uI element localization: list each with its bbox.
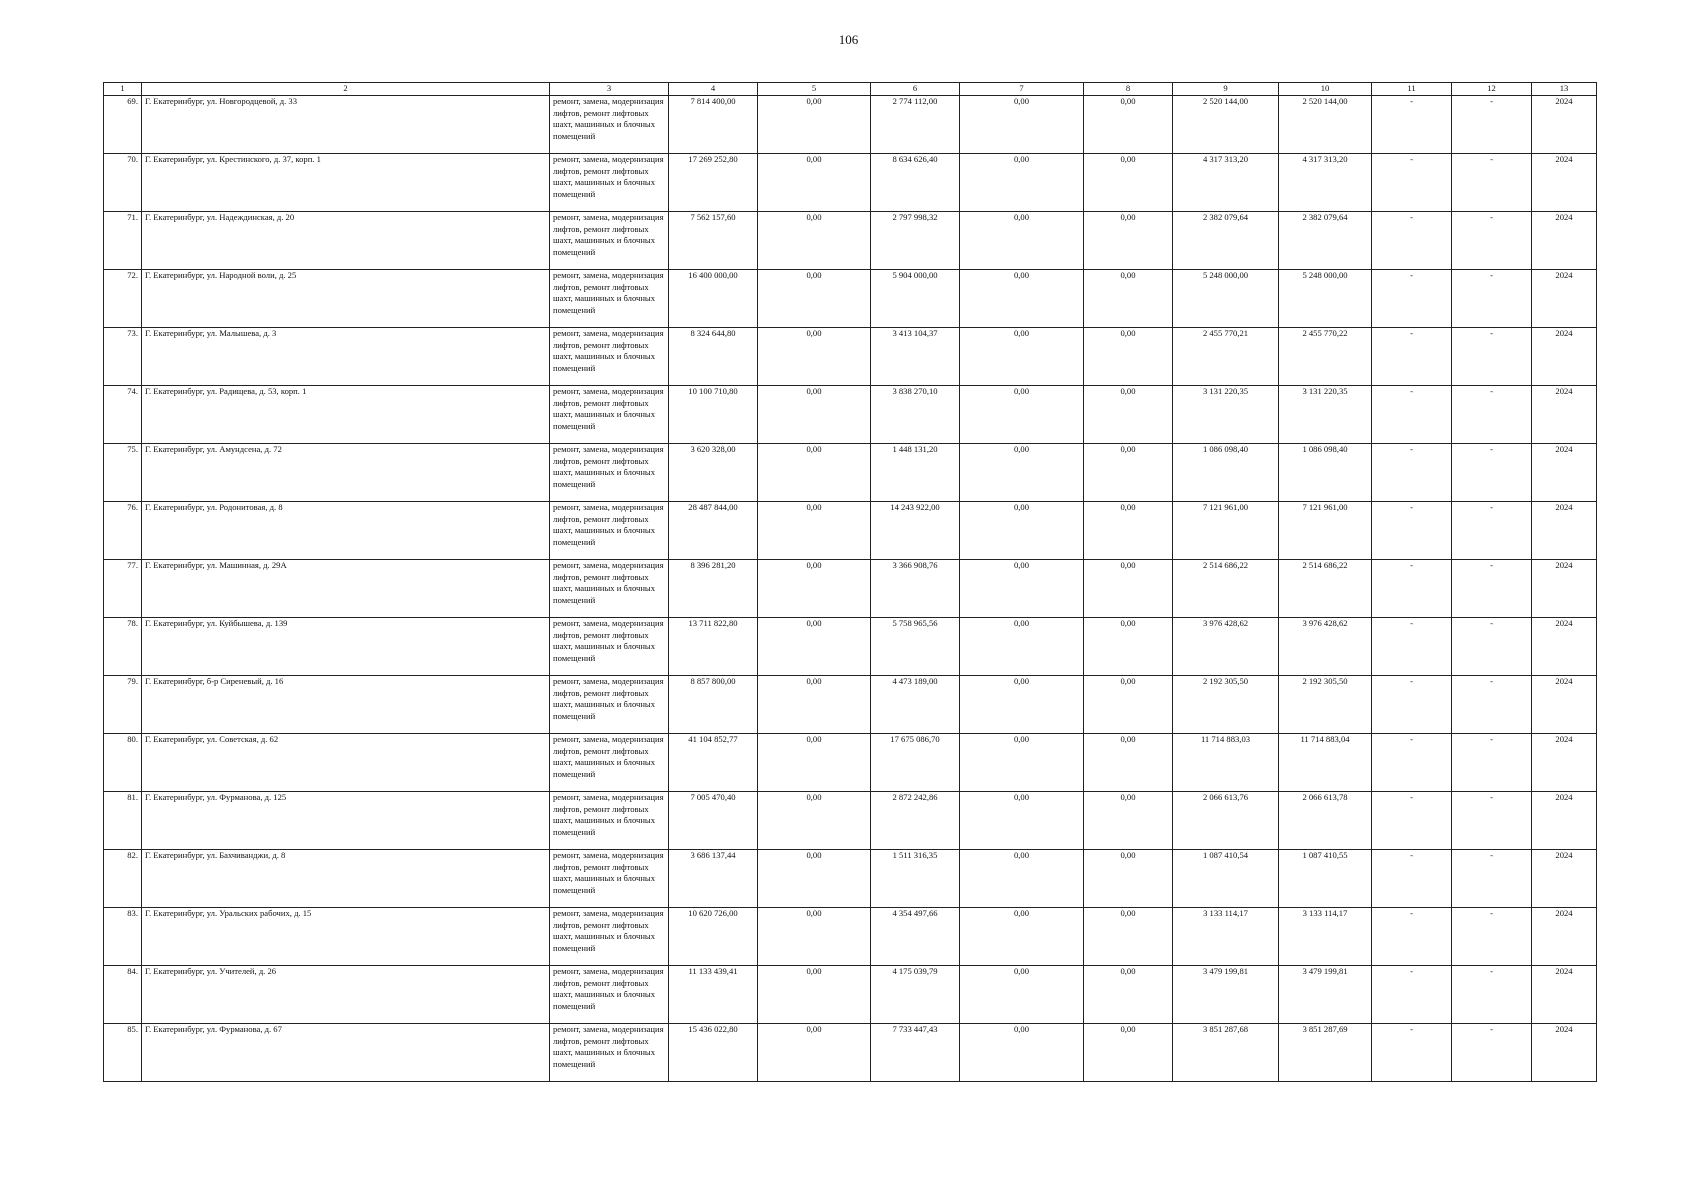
column-11-cell: - xyxy=(1372,1024,1452,1082)
row-number-cell: 77. xyxy=(104,560,142,618)
work-type-cell: ремонт, замена, модернизация лифтов, ремонт лифтовых шахт, машинных и блочных помещений xyxy=(550,676,669,734)
column-12-cell: - xyxy=(1452,386,1532,444)
column-11-cell: - xyxy=(1372,676,1452,734)
column-10-cell: 3 131 220,35 xyxy=(1279,386,1372,444)
column-7-cell: 0,00 xyxy=(960,502,1084,560)
column-10-cell: 7 121 961,00 xyxy=(1279,502,1372,560)
total-cost-cell: 11 133 439,41 xyxy=(669,966,758,1024)
column-8-cell: 0,00 xyxy=(1084,386,1173,444)
column-10-cell: 3 851 287,69 xyxy=(1279,1024,1372,1082)
row-number-cell: 84. xyxy=(104,966,142,1024)
column-11-cell: - xyxy=(1372,502,1452,560)
column-5-cell: 0,00 xyxy=(758,792,871,850)
column-7-cell: 0,00 xyxy=(960,386,1084,444)
column-10-cell: 5 248 000,00 xyxy=(1279,270,1372,328)
address-cell: Г. Екатеринбург, ул. Бахчиванджи, д. 8 xyxy=(142,850,550,908)
year-cell: 2024 xyxy=(1532,908,1597,966)
year-cell: 2024 xyxy=(1532,386,1597,444)
column-9-cell: 3 131 220,35 xyxy=(1173,386,1279,444)
year-cell: 2024 xyxy=(1532,560,1597,618)
column-header: 5 xyxy=(758,83,871,96)
column-header: 9 xyxy=(1173,83,1279,96)
column-6-cell: 7 733 447,43 xyxy=(871,1024,960,1082)
column-6-cell: 4 175 039,79 xyxy=(871,966,960,1024)
column-6-cell: 17 675 086,70 xyxy=(871,734,960,792)
total-cost-cell: 3 686 137,44 xyxy=(669,850,758,908)
column-11-cell: - xyxy=(1372,96,1452,154)
column-header: 4 xyxy=(669,83,758,96)
year-cell: 2024 xyxy=(1532,966,1597,1024)
column-11-cell: - xyxy=(1372,328,1452,386)
column-10-cell: 2 514 686,22 xyxy=(1279,560,1372,618)
total-cost-cell: 3 620 328,00 xyxy=(669,444,758,502)
row-number-cell: 72. xyxy=(104,270,142,328)
column-10-cell: 11 714 883,04 xyxy=(1279,734,1372,792)
column-7-cell: 0,00 xyxy=(960,618,1084,676)
work-type-cell: ремонт, замена, модернизация лифтов, ремонт лифтовых шахт, машинных и блочных помещений xyxy=(550,908,669,966)
year-cell: 2024 xyxy=(1532,502,1597,560)
address-cell: Г. Екатеринбург, ул. Фурманова, д. 67 xyxy=(142,1024,550,1082)
work-type-cell: ремонт, замена, модернизация лифтов, ремонт лифтовых шахт, машинных и блочных помещений xyxy=(550,560,669,618)
column-9-cell: 1 087 410,54 xyxy=(1173,850,1279,908)
total-cost-cell: 41 104 852,77 xyxy=(669,734,758,792)
table-row xyxy=(104,444,1597,502)
column-10-cell: 2 382 079,64 xyxy=(1279,212,1372,270)
total-cost-cell: 8 396 281,20 xyxy=(669,560,758,618)
column-11-cell: - xyxy=(1372,792,1452,850)
column-12-cell: - xyxy=(1452,850,1532,908)
table-body xyxy=(104,96,1597,1082)
column-5-cell: 0,00 xyxy=(758,270,871,328)
column-9-cell: 2 192 305,50 xyxy=(1173,676,1279,734)
work-type-cell: ремонт, замена, модернизация лифтов, ремонт лифтовых шахт, машинных и блочных помещений xyxy=(550,1024,669,1082)
column-8-cell: 0,00 xyxy=(1084,212,1173,270)
column-7-cell: 0,00 xyxy=(960,154,1084,212)
table-row xyxy=(104,908,1597,966)
column-9-cell: 2 066 613,76 xyxy=(1173,792,1279,850)
address-cell: Г. Екатеринбург, ул. Радищева, д. 53, корп. 1 xyxy=(142,386,550,444)
column-7-cell: 0,00 xyxy=(960,734,1084,792)
table-row xyxy=(104,734,1597,792)
column-header: 3 xyxy=(550,83,669,96)
column-7-cell: 0,00 xyxy=(960,1024,1084,1082)
column-8-cell: 0,00 xyxy=(1084,560,1173,618)
registry-table xyxy=(103,82,1597,1082)
row-number-cell: 78. xyxy=(104,618,142,676)
address-cell: Г. Екатеринбург, ул. Родонитовая, д. 8 xyxy=(142,502,550,560)
table-header xyxy=(104,83,1597,96)
column-9-cell: 3 133 114,17 xyxy=(1173,908,1279,966)
table-row xyxy=(104,792,1597,850)
column-8-cell: 0,00 xyxy=(1084,908,1173,966)
column-5-cell: 0,00 xyxy=(758,502,871,560)
table-row xyxy=(104,1024,1597,1082)
column-11-cell: - xyxy=(1372,386,1452,444)
year-cell: 2024 xyxy=(1532,212,1597,270)
column-10-cell: 2 192 305,50 xyxy=(1279,676,1372,734)
column-8-cell: 0,00 xyxy=(1084,850,1173,908)
column-5-cell: 0,00 xyxy=(758,908,871,966)
column-5-cell: 0,00 xyxy=(758,96,871,154)
column-6-cell: 14 243 922,00 xyxy=(871,502,960,560)
column-6-cell: 3 838 270,10 xyxy=(871,386,960,444)
total-cost-cell: 10 100 710,80 xyxy=(669,386,758,444)
total-cost-cell: 7 562 157,60 xyxy=(669,212,758,270)
column-9-cell: 3 851 287,68 xyxy=(1173,1024,1279,1082)
work-type-cell: ремонт, замена, модернизация лифтов, ремонт лифтовых шахт, машинных и блочных помещений xyxy=(550,966,669,1024)
column-12-cell: - xyxy=(1452,154,1532,212)
column-6-cell: 8 634 626,40 xyxy=(871,154,960,212)
year-cell: 2024 xyxy=(1532,734,1597,792)
table-row xyxy=(104,618,1597,676)
column-6-cell: 5 904 000,00 xyxy=(871,270,960,328)
column-11-cell: - xyxy=(1372,270,1452,328)
year-cell: 2024 xyxy=(1532,676,1597,734)
column-7-cell: 0,00 xyxy=(960,850,1084,908)
year-cell: 2024 xyxy=(1532,96,1597,154)
table-row xyxy=(104,154,1597,212)
work-type-cell: ремонт, замена, модернизация лифтов, ремонт лифтовых шахт, машинных и блочных помещений xyxy=(550,444,669,502)
column-header: 1 xyxy=(104,83,142,96)
column-5-cell: 0,00 xyxy=(758,676,871,734)
column-6-cell: 3 366 908,76 xyxy=(871,560,960,618)
column-12-cell: - xyxy=(1452,444,1532,502)
work-type-cell: ремонт, замена, модернизация лифтов, ремонт лифтовых шахт, машинных и блочных помещений xyxy=(550,386,669,444)
row-number-cell: 76. xyxy=(104,502,142,560)
row-number-cell: 83. xyxy=(104,908,142,966)
column-8-cell: 0,00 xyxy=(1084,444,1173,502)
address-cell: Г. Екатеринбург, ул. Народной воли, д. 25 xyxy=(142,270,550,328)
year-cell: 2024 xyxy=(1532,1024,1597,1082)
work-type-cell: ремонт, замена, модернизация лифтов, ремонт лифтовых шахт, машинных и блочных помещений xyxy=(550,154,669,212)
column-9-cell: 11 714 883,03 xyxy=(1173,734,1279,792)
column-header: 10 xyxy=(1279,83,1372,96)
column-10-cell: 1 086 098,40 xyxy=(1279,444,1372,502)
column-12-cell: - xyxy=(1452,502,1532,560)
column-8-cell: 0,00 xyxy=(1084,792,1173,850)
row-number-cell: 79. xyxy=(104,676,142,734)
year-cell: 2024 xyxy=(1532,792,1597,850)
page-number: 106 xyxy=(838,32,859,47)
column-10-cell: 2 455 770,22 xyxy=(1279,328,1372,386)
column-6-cell: 2 797 998,32 xyxy=(871,212,960,270)
column-11-cell: - xyxy=(1372,444,1452,502)
column-8-cell: 0,00 xyxy=(1084,618,1173,676)
table-row xyxy=(104,850,1597,908)
address-cell: Г. Екатеринбург, ул. Малышева, д. 3 xyxy=(142,328,550,386)
column-12-cell: - xyxy=(1452,212,1532,270)
column-9-cell: 2 520 144,00 xyxy=(1173,96,1279,154)
year-cell: 2024 xyxy=(1532,328,1597,386)
column-11-cell: - xyxy=(1372,850,1452,908)
column-6-cell: 1 448 131,20 xyxy=(871,444,960,502)
year-cell: 2024 xyxy=(1532,154,1597,212)
column-5-cell: 0,00 xyxy=(758,966,871,1024)
table-row xyxy=(104,966,1597,1024)
column-8-cell: 0,00 xyxy=(1084,734,1173,792)
total-cost-cell: 7 005 470,40 xyxy=(669,792,758,850)
column-12-cell: - xyxy=(1452,96,1532,154)
column-9-cell: 7 121 961,00 xyxy=(1173,502,1279,560)
table-row xyxy=(104,270,1597,328)
column-number-row xyxy=(104,83,1597,96)
column-11-cell: - xyxy=(1372,618,1452,676)
work-type-cell: ремонт, замена, модернизация лифтов, ремонт лифтовых шахт, машинных и блочных помещений xyxy=(550,212,669,270)
column-7-cell: 0,00 xyxy=(960,676,1084,734)
column-12-cell: - xyxy=(1452,966,1532,1024)
column-5-cell: 0,00 xyxy=(758,444,871,502)
table-row xyxy=(104,386,1597,444)
column-7-cell: 0,00 xyxy=(960,328,1084,386)
column-7-cell: 0,00 xyxy=(960,270,1084,328)
address-cell: Г. Екатеринбург, ул. Уральских рабочих, д. 15 xyxy=(142,908,550,966)
address-cell: Г. Екатеринбург, ул. Новгородцевой, д. 33 xyxy=(142,96,550,154)
column-10-cell: 2 066 613,78 xyxy=(1279,792,1372,850)
column-6-cell: 1 511 316,35 xyxy=(871,850,960,908)
table-row xyxy=(104,560,1597,618)
column-6-cell: 2 872 242,86 xyxy=(871,792,960,850)
row-number-cell: 82. xyxy=(104,850,142,908)
row-number-cell: 81. xyxy=(104,792,142,850)
column-11-cell: - xyxy=(1372,212,1452,270)
column-11-cell: - xyxy=(1372,908,1452,966)
total-cost-cell: 15 436 022,80 xyxy=(669,1024,758,1082)
total-cost-cell: 10 620 726,00 xyxy=(669,908,758,966)
total-cost-cell: 17 269 252,80 xyxy=(669,154,758,212)
table-row xyxy=(104,212,1597,270)
address-cell: Г. Екатеринбург, ул. Амундсена, д. 72 xyxy=(142,444,550,502)
column-header: 7 xyxy=(960,83,1084,96)
work-type-cell: ремонт, замена, модернизация лифтов, ремонт лифтовых шахт, машинных и блочных помещений xyxy=(550,270,669,328)
column-12-cell: - xyxy=(1452,560,1532,618)
column-11-cell: - xyxy=(1372,154,1452,212)
column-10-cell: 4 317 313,20 xyxy=(1279,154,1372,212)
column-9-cell: 2 455 770,21 xyxy=(1173,328,1279,386)
address-cell: Г. Екатеринбург, ул. Надеждинская, д. 20 xyxy=(142,212,550,270)
address-cell: Г. Екатеринбург, б-р Сиреневый, д. 16 xyxy=(142,676,550,734)
column-header: 13 xyxy=(1532,83,1597,96)
row-number-cell: 74. xyxy=(104,386,142,444)
column-9-cell: 1 086 098,40 xyxy=(1173,444,1279,502)
column-7-cell: 0,00 xyxy=(960,792,1084,850)
column-8-cell: 0,00 xyxy=(1084,502,1173,560)
column-8-cell: 0,00 xyxy=(1084,96,1173,154)
column-9-cell: 3 976 428,62 xyxy=(1173,618,1279,676)
column-10-cell: 3 133 114,17 xyxy=(1279,908,1372,966)
column-11-cell: - xyxy=(1372,560,1452,618)
work-type-cell: ремонт, замена, модернизация лифтов, ремонт лифтовых шахт, машинных и блочных помещений xyxy=(550,328,669,386)
column-5-cell: 0,00 xyxy=(758,212,871,270)
column-8-cell: 0,00 xyxy=(1084,1024,1173,1082)
column-9-cell: 2 514 686,22 xyxy=(1173,560,1279,618)
column-header: 8 xyxy=(1084,83,1173,96)
address-cell: Г. Екатеринбург, ул. Советская, д. 62 xyxy=(142,734,550,792)
address-cell: Г. Екатеринбург, ул. Машинная, д. 29А xyxy=(142,560,550,618)
column-12-cell: - xyxy=(1452,676,1532,734)
column-5-cell: 0,00 xyxy=(758,850,871,908)
column-header: 6 xyxy=(871,83,960,96)
column-8-cell: 0,00 xyxy=(1084,328,1173,386)
column-6-cell: 2 774 112,00 xyxy=(871,96,960,154)
column-5-cell: 0,00 xyxy=(758,734,871,792)
table-row xyxy=(104,676,1597,734)
total-cost-cell: 8 324 644,80 xyxy=(669,328,758,386)
column-5-cell: 0,00 xyxy=(758,328,871,386)
column-7-cell: 0,00 xyxy=(960,966,1084,1024)
column-10-cell: 3 976 428,62 xyxy=(1279,618,1372,676)
column-12-cell: - xyxy=(1452,328,1532,386)
column-header: 12 xyxy=(1452,83,1532,96)
column-7-cell: 0,00 xyxy=(960,908,1084,966)
column-12-cell: - xyxy=(1452,270,1532,328)
column-12-cell: - xyxy=(1452,734,1532,792)
column-header: 11 xyxy=(1372,83,1452,96)
year-cell: 2024 xyxy=(1532,618,1597,676)
column-12-cell: - xyxy=(1452,1024,1532,1082)
table-row xyxy=(104,502,1597,560)
column-5-cell: 0,00 xyxy=(758,1024,871,1082)
address-cell: Г. Екатеринбург, ул. Крестинского, д. 37, корп. 1 xyxy=(142,154,550,212)
column-5-cell: 0,00 xyxy=(758,618,871,676)
work-type-cell: ремонт, замена, модернизация лифтов, ремонт лифтовых шахт, машинных и блочных помещений xyxy=(550,792,669,850)
row-number-cell: 73. xyxy=(104,328,142,386)
total-cost-cell: 16 400 000,00 xyxy=(669,270,758,328)
year-cell: 2024 xyxy=(1532,270,1597,328)
column-9-cell: 4 317 313,20 xyxy=(1173,154,1279,212)
year-cell: 2024 xyxy=(1532,850,1597,908)
column-6-cell: 4 354 497,66 xyxy=(871,908,960,966)
column-6-cell: 4 473 189,00 xyxy=(871,676,960,734)
work-type-cell: ремонт, замена, модернизация лифтов, ремонт лифтовых шахт, машинных и блочных помещений xyxy=(550,850,669,908)
row-number-cell: 71. xyxy=(104,212,142,270)
total-cost-cell: 7 814 400,00 xyxy=(669,96,758,154)
address-cell: Г. Екатеринбург, ул. Фурманова, д. 125 xyxy=(142,792,550,850)
column-10-cell: 3 479 199,81 xyxy=(1279,966,1372,1024)
work-type-cell: ремонт, замена, модернизация лифтов, ремонт лифтовых шахт, машинных и блочных помещений xyxy=(550,96,669,154)
column-8-cell: 0,00 xyxy=(1084,966,1173,1024)
column-10-cell: 2 520 144,00 xyxy=(1279,96,1372,154)
total-cost-cell: 28 487 844,00 xyxy=(669,502,758,560)
work-type-cell: ремонт, замена, модернизация лифтов, ремонт лифтовых шахт, машинных и блочных помещений xyxy=(550,618,669,676)
work-type-cell: ремонт, замена, модернизация лифтов, ремонт лифтовых шахт, машинных и блочных помещений xyxy=(550,502,669,560)
column-7-cell: 0,00 xyxy=(960,96,1084,154)
column-header: 2 xyxy=(142,83,550,96)
work-type-cell: ремонт, замена, модернизация лифтов, ремонт лифтовых шахт, машинных и блочных помещений xyxy=(550,734,669,792)
row-number-cell: 75. xyxy=(104,444,142,502)
table-row xyxy=(104,328,1597,386)
column-12-cell: - xyxy=(1452,908,1532,966)
column-7-cell: 0,00 xyxy=(960,444,1084,502)
column-8-cell: 0,00 xyxy=(1084,270,1173,328)
column-8-cell: 0,00 xyxy=(1084,154,1173,212)
table-row xyxy=(104,96,1597,154)
column-9-cell: 5 248 000,00 xyxy=(1173,270,1279,328)
column-5-cell: 0,00 xyxy=(758,560,871,618)
row-number-cell: 69. xyxy=(104,96,142,154)
column-7-cell: 0,00 xyxy=(960,560,1084,618)
column-12-cell: - xyxy=(1452,792,1532,850)
column-9-cell: 3 479 199,81 xyxy=(1173,966,1279,1024)
column-12-cell: - xyxy=(1452,618,1532,676)
address-cell: Г. Екатеринбург, ул. Учителей, д. 26 xyxy=(142,966,550,1024)
address-cell: Г. Екатеринбург, ул. Куйбышева, д. 139 xyxy=(142,618,550,676)
row-number-cell: 70. xyxy=(104,154,142,212)
column-11-cell: - xyxy=(1372,966,1452,1024)
column-5-cell: 0,00 xyxy=(758,154,871,212)
column-5-cell: 0,00 xyxy=(758,386,871,444)
column-8-cell: 0,00 xyxy=(1084,676,1173,734)
row-number-cell: 85. xyxy=(104,1024,142,1082)
total-cost-cell: 8 857 800,00 xyxy=(669,676,758,734)
column-10-cell: 1 087 410,55 xyxy=(1279,850,1372,908)
column-6-cell: 3 413 104,37 xyxy=(871,328,960,386)
column-6-cell: 5 758 965,56 xyxy=(871,618,960,676)
column-7-cell: 0,00 xyxy=(960,212,1084,270)
row-number-cell: 80. xyxy=(104,734,142,792)
column-11-cell: - xyxy=(1372,734,1452,792)
total-cost-cell: 13 711 822,80 xyxy=(669,618,758,676)
year-cell: 2024 xyxy=(1532,444,1597,502)
column-9-cell: 2 382 079,64 xyxy=(1173,212,1279,270)
